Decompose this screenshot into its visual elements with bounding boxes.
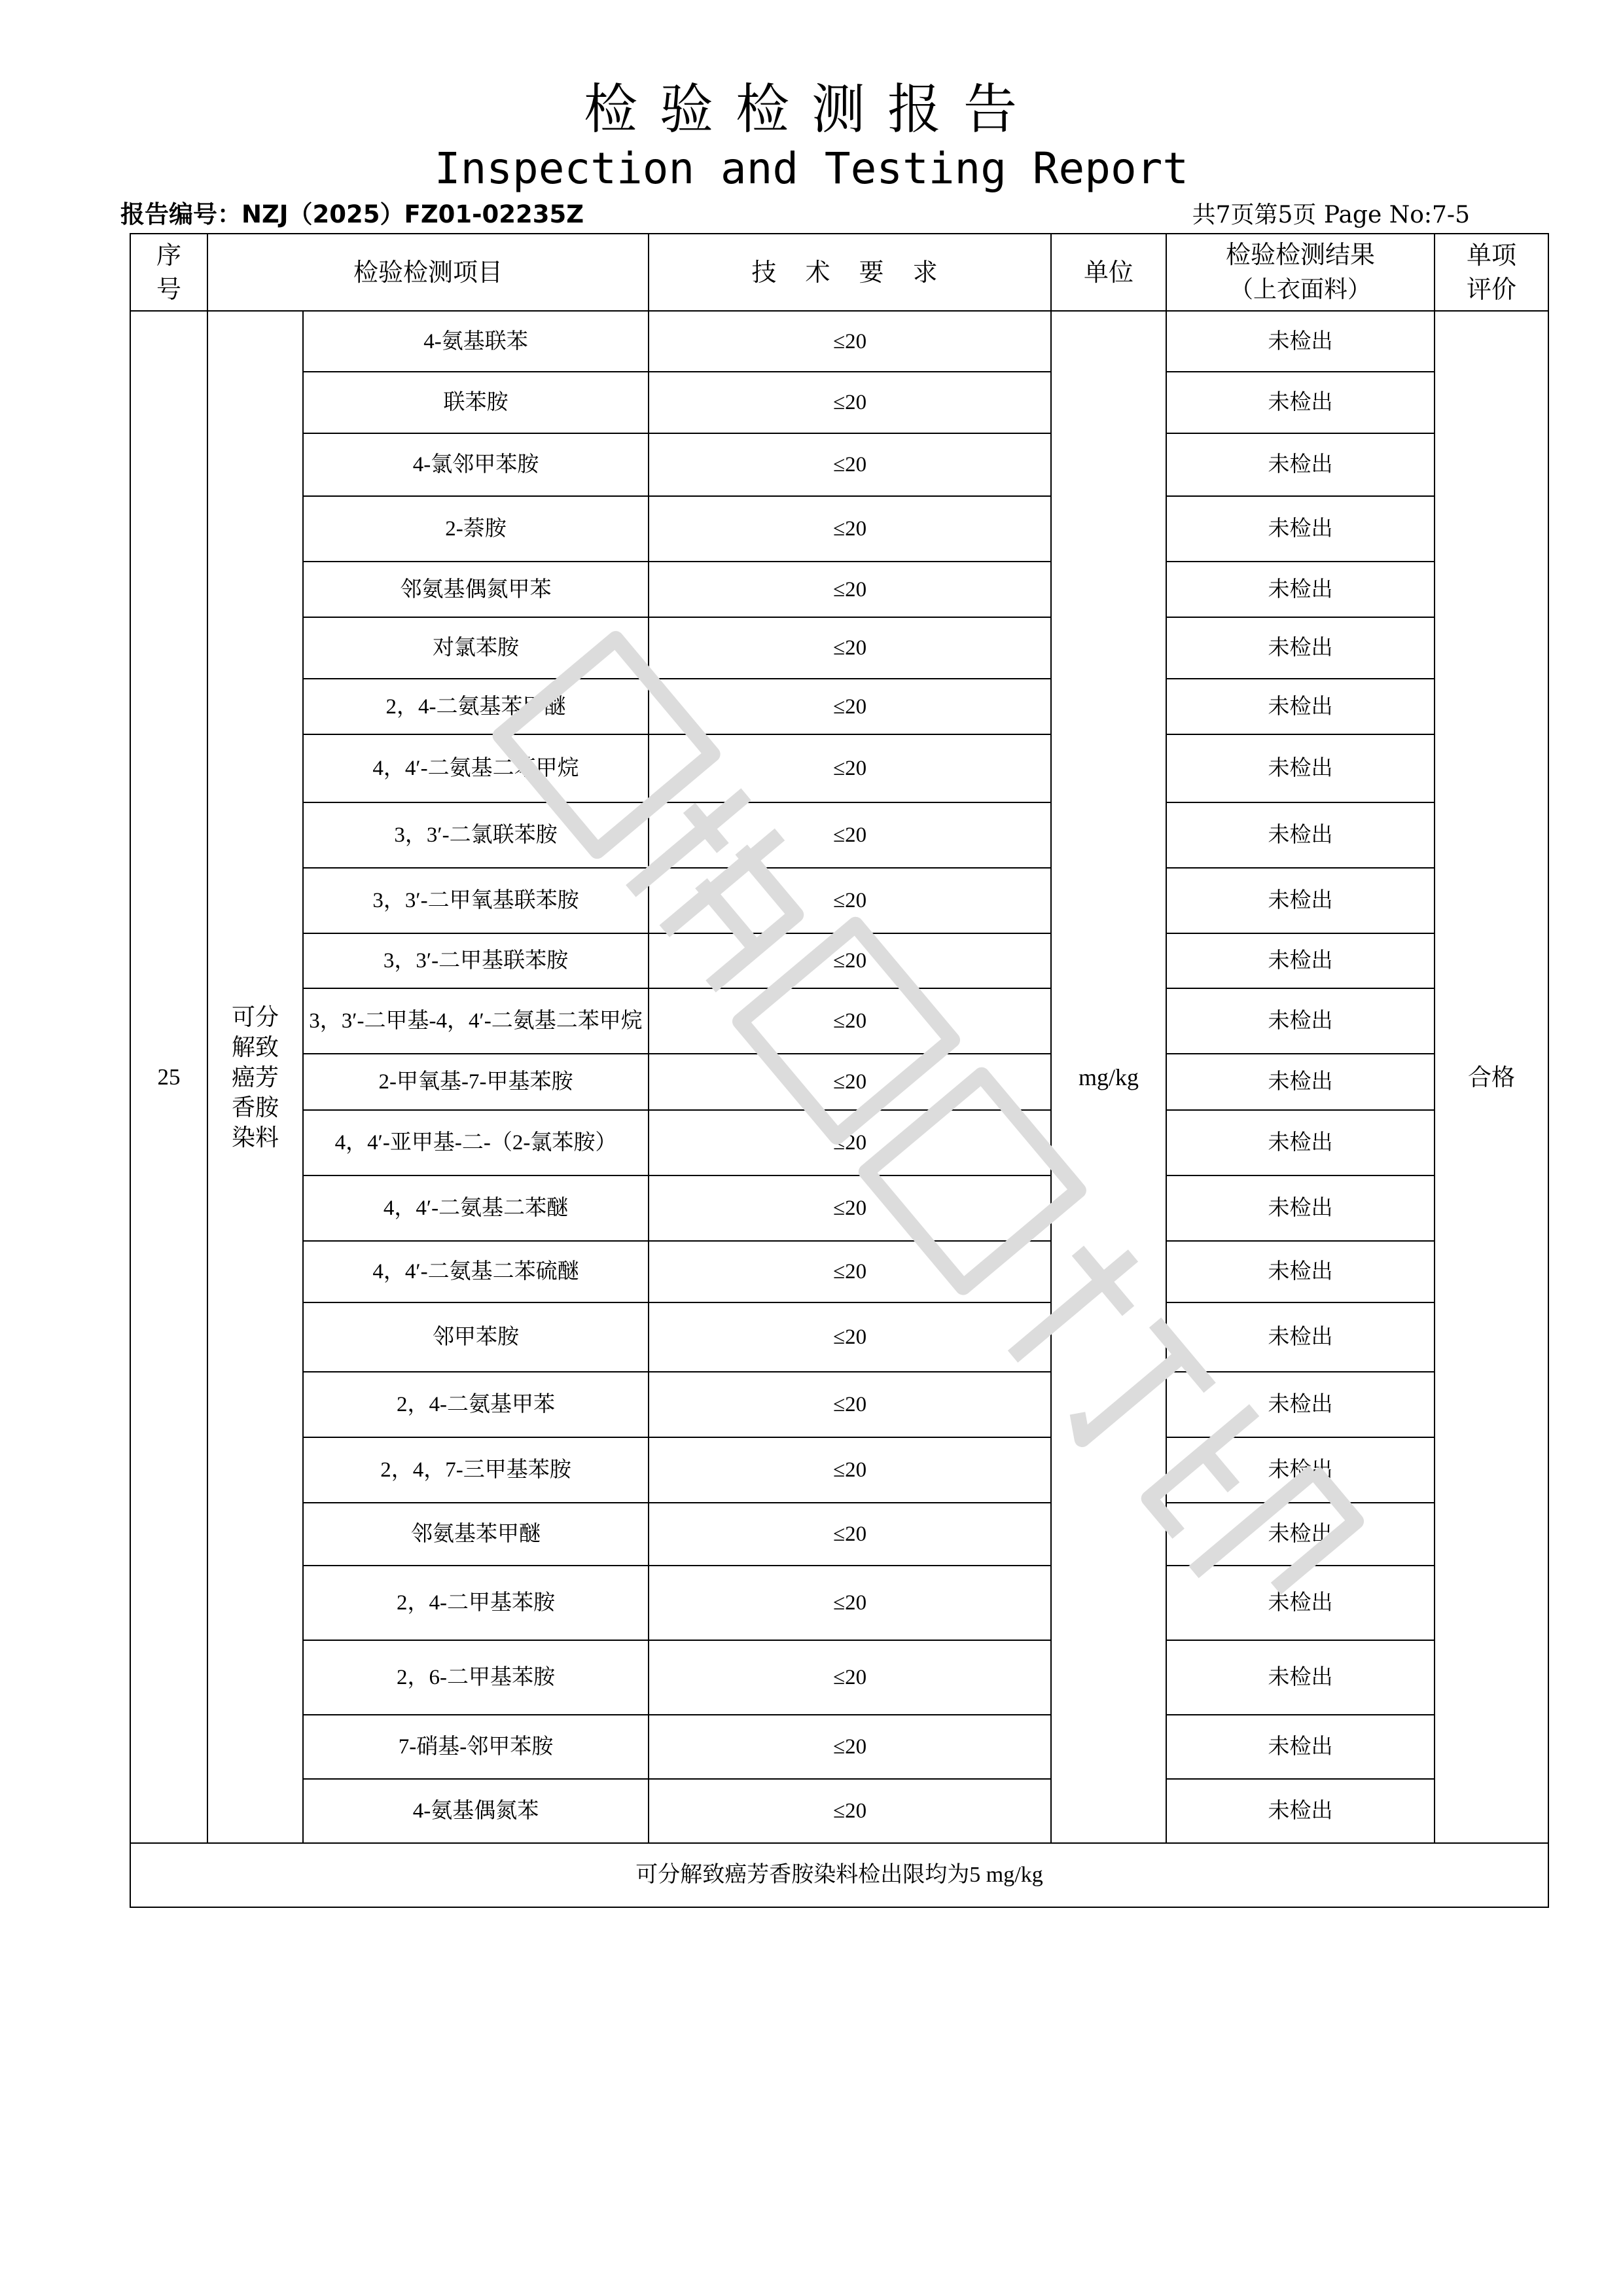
table-row bbox=[130, 372, 1548, 433]
requirement-cell: ≤20 bbox=[649, 868, 1051, 933]
result-cell: 未检出 bbox=[1166, 1566, 1435, 1640]
table-row bbox=[130, 1779, 1548, 1843]
result-cell: 未检出 bbox=[1166, 802, 1435, 868]
header-unit: 单位 bbox=[1051, 234, 1166, 311]
item-cell: 邻氨基偶氮甲苯 bbox=[303, 562, 649, 617]
requirement-cell: ≤20 bbox=[649, 1640, 1051, 1715]
header-requirement: 技 术 要 求 bbox=[649, 234, 1051, 311]
item-cell: 2-萘胺 bbox=[303, 496, 649, 562]
requirement-cell: ≤20 bbox=[649, 1372, 1051, 1437]
seq-number: 25 bbox=[130, 311, 207, 1843]
result-cell: 未检出 bbox=[1166, 1437, 1435, 1503]
requirement-cell: ≤20 bbox=[649, 988, 1051, 1054]
requirement-cell: ≤20 bbox=[649, 802, 1051, 868]
header-item: 检验检测项目 bbox=[207, 234, 649, 311]
table-row bbox=[130, 311, 1548, 372]
table-row bbox=[130, 1715, 1548, 1779]
result-cell: 未检出 bbox=[1166, 1302, 1435, 1372]
results-table bbox=[130, 233, 1549, 1908]
item-cell: 3，3′-二甲基联苯胺 bbox=[303, 933, 649, 988]
category-label: 可分 解致 癌芳 香胺 染料 bbox=[207, 311, 303, 1843]
unit-cell: mg/kg bbox=[1051, 311, 1166, 1843]
requirement-cell: ≤20 bbox=[649, 1054, 1051, 1110]
item-cell: 对氯苯胺 bbox=[303, 617, 649, 679]
report-number: 报告编号：NZJ（2025）FZ01-02235Z bbox=[120, 200, 584, 228]
table-row bbox=[130, 802, 1548, 868]
item-cell: 2，4-二氨基甲苯 bbox=[303, 1372, 649, 1437]
table-row bbox=[130, 1372, 1548, 1437]
table-row bbox=[130, 933, 1548, 988]
item-cell: 4-氨基联苯 bbox=[303, 311, 649, 372]
requirement-cell: ≤20 bbox=[649, 617, 1051, 679]
requirement-cell: ≤20 bbox=[649, 679, 1051, 734]
table-row bbox=[130, 1566, 1548, 1640]
requirement-cell: ≤20 bbox=[649, 311, 1051, 372]
requirement-cell: ≤20 bbox=[649, 1503, 1051, 1566]
item-cell: 4，4′-二氨基二苯醚 bbox=[303, 1175, 649, 1241]
table-row bbox=[130, 734, 1548, 802]
table-row bbox=[130, 988, 1548, 1054]
item-cell: 联苯胺 bbox=[303, 372, 649, 433]
note-row bbox=[130, 1843, 1548, 1907]
requirement-cell: ≤20 bbox=[649, 433, 1051, 496]
item-cell: 2，4-二氨基苯甲醚 bbox=[303, 679, 649, 734]
header-eval: 单项 评价 bbox=[1435, 234, 1548, 311]
requirement-cell: ≤20 bbox=[649, 734, 1051, 802]
requirement-cell: ≤20 bbox=[649, 1241, 1051, 1302]
requirement-cell: ≤20 bbox=[649, 1437, 1051, 1503]
item-cell: 2，6-二甲基苯胺 bbox=[303, 1640, 649, 1715]
result-cell: 未检出 bbox=[1166, 1640, 1435, 1715]
result-cell: 未检出 bbox=[1166, 372, 1435, 433]
header-result: 检验检测结果 （上衣面料） bbox=[1166, 234, 1435, 311]
table-row bbox=[130, 496, 1548, 562]
item-cell: 4，4′-二氨基二苯甲烷 bbox=[303, 734, 649, 802]
table-body bbox=[130, 311, 1548, 1907]
table-header-row bbox=[130, 234, 1548, 311]
table-row bbox=[130, 868, 1548, 933]
table-row bbox=[130, 617, 1548, 679]
item-cell: 4-氯邻甲苯胺 bbox=[303, 433, 649, 496]
result-cell: 未检出 bbox=[1166, 496, 1435, 562]
item-cell: 2，4，7-三甲基苯胺 bbox=[303, 1437, 649, 1503]
requirement-cell: ≤20 bbox=[649, 496, 1051, 562]
item-cell: 3，3′-二甲氧基联苯胺 bbox=[303, 868, 649, 933]
report-title-en: Inspection and Testing Report bbox=[434, 143, 1189, 194]
result-cell: 未检出 bbox=[1166, 734, 1435, 802]
requirement-cell: ≤20 bbox=[649, 562, 1051, 617]
result-cell: 未检出 bbox=[1166, 1503, 1435, 1566]
report-title-cn: 检验检测报告 bbox=[583, 79, 1039, 141]
requirement-cell: ≤20 bbox=[649, 933, 1051, 988]
table-row bbox=[130, 1302, 1548, 1372]
result-cell: 未检出 bbox=[1166, 988, 1435, 1054]
table-row bbox=[130, 562, 1548, 617]
table-row bbox=[130, 433, 1548, 496]
item-cell: 3，3′-二甲基-4，4′-二氨基二苯甲烷 bbox=[303, 988, 649, 1054]
requirement-cell: ≤20 bbox=[649, 1175, 1051, 1241]
result-cell: 未检出 bbox=[1166, 617, 1435, 679]
result-cell: 未检出 bbox=[1166, 1175, 1435, 1241]
result-cell: 未检出 bbox=[1166, 562, 1435, 617]
item-cell: 4-氨基偶氮苯 bbox=[303, 1779, 649, 1843]
header-seq: 序 号 bbox=[130, 234, 207, 311]
result-cell: 未检出 bbox=[1166, 1715, 1435, 1779]
result-cell: 未检出 bbox=[1166, 1054, 1435, 1110]
requirement-cell: ≤20 bbox=[649, 1110, 1051, 1175]
result-cell: 未检出 bbox=[1166, 1110, 1435, 1175]
table-row bbox=[130, 1054, 1548, 1110]
requirement-cell: ≤20 bbox=[649, 1302, 1051, 1372]
item-cell: 邻氨基苯甲醚 bbox=[303, 1503, 649, 1566]
result-cell: 未检出 bbox=[1166, 433, 1435, 496]
result-cell: 未检出 bbox=[1166, 311, 1435, 372]
result-cell: 未检出 bbox=[1166, 1241, 1435, 1302]
item-cell: 4，4′-亚甲基-二-（2-氯苯胺） bbox=[303, 1110, 649, 1175]
table-row bbox=[130, 1175, 1548, 1241]
table-row bbox=[130, 1503, 1548, 1566]
item-cell: 7-硝基-邻甲苯胺 bbox=[303, 1715, 649, 1779]
table-row bbox=[130, 1110, 1548, 1175]
detection-limit-note: 可分解致癌芳香胺染料检出限均为5 mg/kg bbox=[130, 1843, 1548, 1907]
evaluation-cell: 合格 bbox=[1435, 311, 1548, 1843]
table-row bbox=[130, 1640, 1548, 1715]
page-info: 共7页第5页 Page No:7-5 bbox=[1192, 202, 1470, 228]
table-row bbox=[130, 1241, 1548, 1302]
result-cell: 未检出 bbox=[1166, 868, 1435, 933]
result-cell: 未检出 bbox=[1166, 933, 1435, 988]
item-cell: 邻甲苯胺 bbox=[303, 1302, 649, 1372]
table-row bbox=[130, 1437, 1548, 1503]
result-cell: 未检出 bbox=[1166, 1779, 1435, 1843]
item-cell: 2-甲氧基-7-甲基苯胺 bbox=[303, 1054, 649, 1110]
item-cell: 2，4-二甲基苯胺 bbox=[303, 1566, 649, 1640]
item-cell: 4，4′-二氨基二苯硫醚 bbox=[303, 1241, 649, 1302]
requirement-cell: ≤20 bbox=[649, 1566, 1051, 1640]
item-cell: 3，3′-二氯联苯胺 bbox=[303, 802, 649, 868]
table-row bbox=[130, 679, 1548, 734]
result-cell: 未检出 bbox=[1166, 1372, 1435, 1437]
requirement-cell: ≤20 bbox=[649, 1779, 1051, 1843]
result-cell: 未检出 bbox=[1166, 679, 1435, 734]
requirement-cell: ≤20 bbox=[649, 1715, 1051, 1779]
requirement-cell: ≤20 bbox=[649, 372, 1051, 433]
